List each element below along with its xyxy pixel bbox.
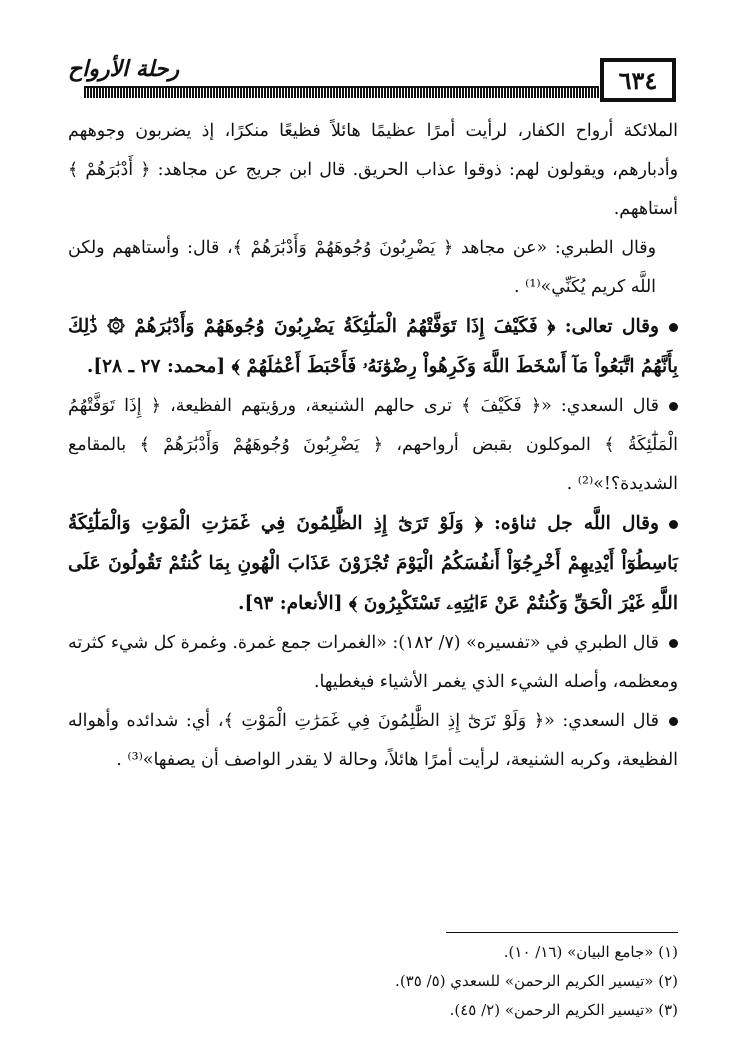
footnotes [68, 938, 678, 1025]
bullet-icon [669, 402, 678, 411]
page-body [68, 112, 678, 780]
paragraph-5 [68, 504, 678, 624]
paragraph-5-text: وقال اللَّه جل ثناؤه: ﴿ وَلَوْ تَرَىٰٓ إِذِ الظَّٰلِمُونَ فِي غَمَرَٰتِ الْمَوْتِ وَالْمَلَٰٓئِكَةُ بَاسِطُوٓاْ أَيْدِيهِمْ أَخْرِجُوٓاْ أَنفُسَكُمُ الْيَوْمَ تُجْزَوْنَ عَذَابَ الْهُونِ بِمَا كُنتُمْ تَقُولُونَ عَلَى اللَّهِ غَيْرَ الْحَقِّ وَكُنتُمْ عَنْ ءَايَٰتِهِۦ تَسْتَكْبِرُونَ ﴾ [الأنعام: ٩٣]. [68, 513, 678, 614]
paragraph-2: وقال الطبري: «عن مجاهد ﴿ يَضْرِبُونَ وُجُوهَهُمْ وَأَدْبَٰرَهُمْ ﴾، قال: وأستاههم ولكن اللَّه كريم يُكَنِّي»⁽¹⁾ . [68, 238, 656, 297]
footnote-1: (١) «جامع البيان» (١٦/ ١٠). [503, 943, 678, 961]
paragraph-3-text: وقال تعالى: ﴿ فَكَيْفَ إِذَا تَوَفَّتْهُمُ الْمَلَٰٓئِكَةُ يَضْرِبُونَ وُجُوهَهُمْ وَأَدْبَٰرَهُمْ ۞ ذَٰلِكَ بِأَنَّهُمُ اتَّبَعُواْ مَآ أَسْخَطَ اللَّهَ وَكَرِهُواْ رِضْوَٰنَهُۥ فَأَحْبَطَ أَعْمَٰلَهُمْ ﴾ [محمد: ٢٧ ـ ٢٨]. [68, 316, 678, 377]
paragraph-3 [68, 307, 678, 387]
footnote-rule [446, 932, 678, 933]
paragraph-1: الملائكة أرواح الكفار، لرأيت أمرًا عظيمًا هائلاً فظيعًا منكرًا، إذ يضربون وجوههم وأدبارهم، ويقولون لهم: ذوقوا عذاب الحريق. قال ابن جريج عن مجاهد: ﴿ أَدْبَٰرَهُمْ ﴾ أستاههم. [68, 121, 678, 219]
bullet-icon [669, 323, 678, 332]
paragraph-7-text: قال السعدي: «﴿ وَلَوْ تَرَىٰٓ إِذِ الظَّٰلِمُونَ فِي غَمَرَٰتِ الْمَوْتِ ﴾، أي: شدائده وأهواله الفظيعة، وكربه الشنيعة، لرأيت أمرًا هائلاً، وحالة لا يقدر الواصف أن يصفها»⁽³⁾ . [68, 711, 678, 770]
bullet-icon [669, 639, 678, 648]
paragraph-4-text: قال السعدي: «﴿ فَكَيْفَ ﴾ ترى حالهم الشنيعة، ورؤيتهم الفظيعة، ﴿ إِذَا تَوَفَّتْهُمُ الْمَلَٰٓئِكَةُ ﴾ الموكلون بقبض أرواحهم، ﴿ يَضْرِبُونَ وُجُوهَهُمْ وَأَدْبَٰرَهُمْ ﴾ بالمقامع الشديدة؟!»⁽²⁾ . [68, 396, 678, 494]
paragraph-4 [68, 387, 678, 504]
page-header [64, 48, 684, 108]
paragraph-6-text: قال الطبري في «تفسيره» (٧/ ١٨٢): «الغمرات جمع غمرة. وغمرة كل شيء كثرته ومعظمه، وأصله الشيء الذي يغمر الأشياء فيغطيها. [68, 633, 678, 692]
paragraph-7 [68, 702, 678, 780]
paragraph-6 [68, 624, 678, 702]
page-number: ٦٣٤ [600, 58, 676, 102]
bullet-icon [669, 717, 678, 726]
header-rule [84, 88, 599, 98]
book-title: رحلة الأرواح [68, 56, 180, 82]
bullet-icon [669, 520, 678, 529]
footnote-3: (٣) «تيسير الكريم الرحمن» (٢/ ٤٥). [449, 1001, 678, 1019]
footnote-2: (٢) «تيسير الكريم الرحمن» للسعدي (٥/ ٣٥). [395, 972, 678, 990]
